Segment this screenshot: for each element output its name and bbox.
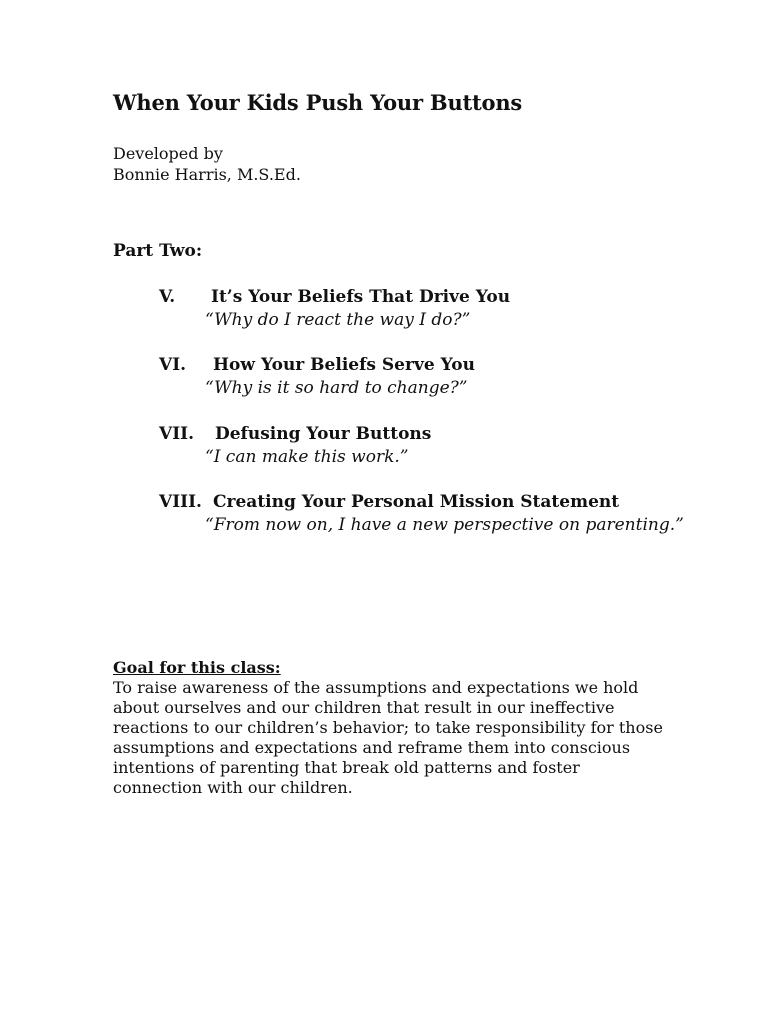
section-quote: “Why do I react the way I do?” <box>205 310 471 330</box>
section-numeral: V. <box>159 287 176 307</box>
author-credit <box>113 143 301 185</box>
section-vi <box>159 353 475 401</box>
section-quote: “Why is it so hard to change?” <box>205 378 468 398</box>
class-goal <box>113 658 673 798</box>
section-heading: Defusing Your Buttons <box>215 424 432 444</box>
section-numeral: VII. <box>159 424 195 444</box>
credit-line-developed-by: Developed by <box>113 144 223 163</box>
section-numeral: VIII. <box>159 492 202 512</box>
section-heading: How Your Beliefs Serve You <box>213 355 475 375</box>
goal-text: To raise awareness of the assumptions and expectations we hold about ourselves and our children that result in our ineffective reactions to our children’s behavior; to take responsibility for those assumptions and expectations and reframe them into conscious intentions of parenting that break old patterns and foster connection with our children. <box>113 678 663 797</box>
section-vii <box>159 422 431 470</box>
section-v <box>159 285 510 333</box>
section-quote: “From now on, I have a new perspective on parenting.” <box>205 515 684 535</box>
section-heading: Creating Your Personal Mission Statement <box>213 492 620 512</box>
section-viii <box>159 490 684 538</box>
section-numeral: VI. <box>159 355 187 375</box>
credit-line-author: Bonnie Harris, M.S.Ed. <box>113 165 301 184</box>
section-heading: It’s Your Beliefs That Drive You <box>211 287 511 307</box>
part-heading: Part Two: <box>113 241 203 261</box>
document-title: When Your Kids Push Your Buttons <box>113 90 523 115</box>
section-quote: “I can make this work.” <box>205 447 409 467</box>
goal-label: Goal for this class: <box>113 658 281 677</box>
